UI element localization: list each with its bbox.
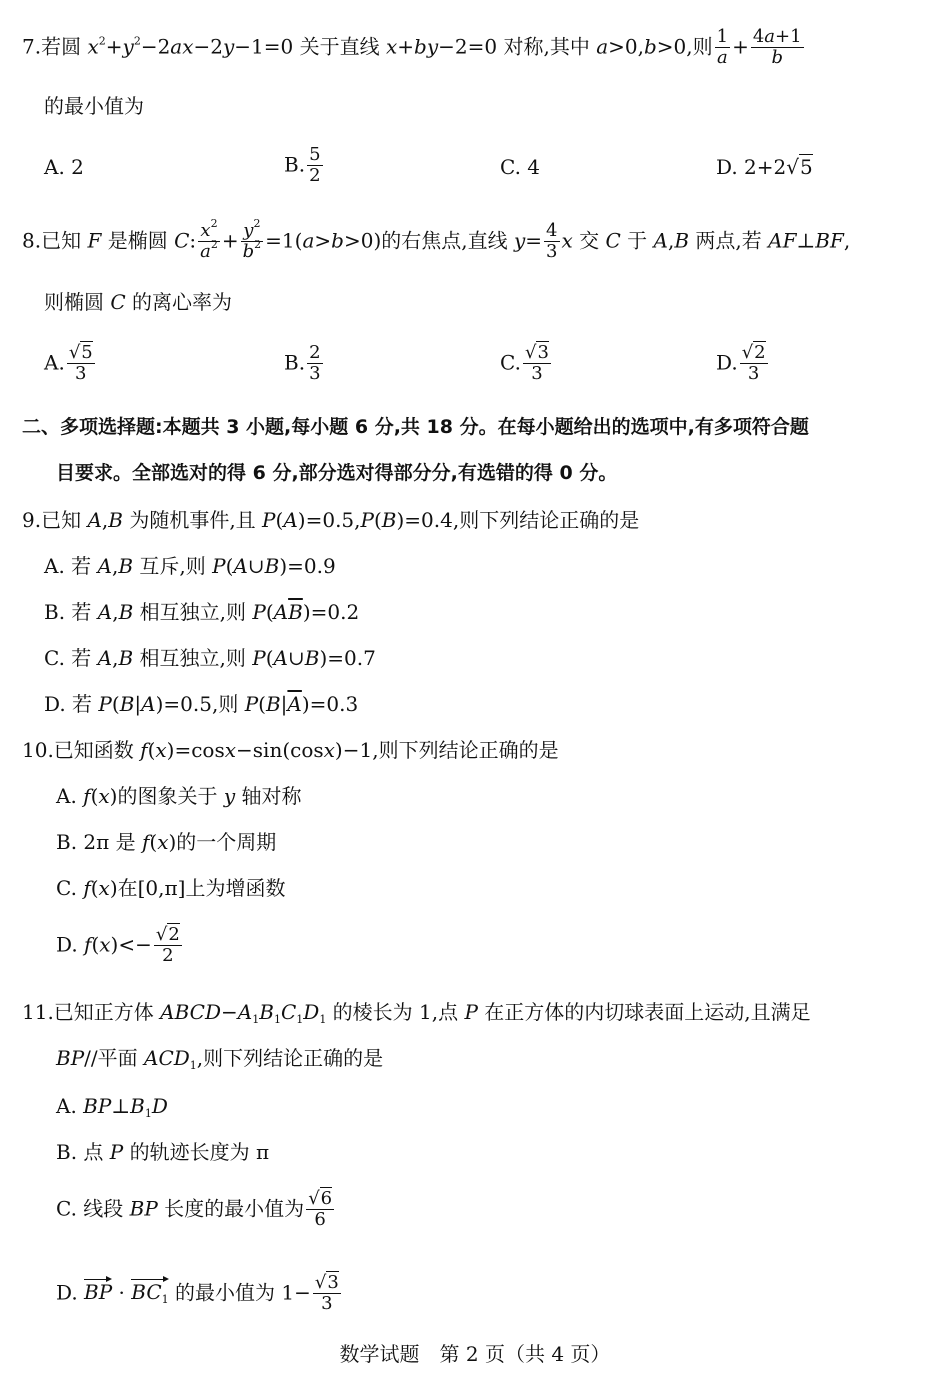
question-7-stem: 7.若圆 $x^2+y^2-2ax-2y-1=0$ 关于直线 x+by−2=0 对称,其中 a>0,b>0,则 $\frac{1}{a}$ + $\frac{4a+1}{b}$ xyxy=(22,26,802,68)
question-10-stem: 10.已知函数 f(x)=cosx−sin(cosx)−1,则下列结论正确的是 xyxy=(22,738,559,762)
q9-option-c: C. 若 A,B 相互独立,则 P(A∪B)=0.7 xyxy=(44,646,376,670)
q9-option-b: B. 若 A,B 相互独立,则 $P(A\overline{B})=0.2$ xyxy=(44,600,360,624)
question-7-tail: 的最小值为 xyxy=(44,94,144,118)
section-2-heading: 二、多项选择题:本题共 3 小题,每小题 6 分,共 18 分。在每小题给出的选项中,有多项符合题 xyxy=(22,416,809,438)
q10-option-a: A. f(x)的图象关于 y 轴对称 xyxy=(56,784,302,808)
q10-option-d: D. f(x)<− $\frac{√2}{2}$ xyxy=(56,924,180,966)
question-8-stem: 8.已知 F 是椭圆 C: $\frac{x^2}{a^2}$ + $\frac{y^2}{b^2}$ =1(a>b>0)的右焦点,直线 y= $\frac{4}{3}$ x 交 C 于 A,B 两点,若 AF⊥BF, xyxy=(22,217,851,262)
q7-option-c: C. 4 xyxy=(500,155,541,179)
q9-option-d: D. 若 P(B|A)=0.5,则 $P(B|\overline{A})=0.3$ xyxy=(44,692,359,716)
section-2-heading-cont: 目要求。全部选对的得 6 分,部分选对得部分分,有选错的得 0 分。 xyxy=(56,462,618,484)
q7-option-a: A. 2 xyxy=(44,155,84,179)
page-footer: 数学试题 第 2 页（共 4 页） xyxy=(339,1342,611,1366)
q10-option-c: C. f(x)在[0,π]上为增函数 xyxy=(56,876,286,900)
q7-option-d: D. 2+2√5 xyxy=(716,155,813,179)
question-8-tail: 则椭圆 C 的离心率为 xyxy=(44,290,233,314)
q8-option-c: C. $\frac{√3}{3}$ xyxy=(500,342,549,384)
q8-option-d: D. $\frac{√2}{3}$ xyxy=(716,342,766,384)
q11-option-a: A. $BP\perp B_1D$ xyxy=(56,1094,168,1120)
q11-option-d: D. BP · $BC_1$ 的最小值为 1− $\frac{√3}{3}$ xyxy=(56,1272,339,1314)
q9-option-a: A. 若 A,B 互斥,则 P(A∪B)=0.9 xyxy=(44,554,336,578)
question-9-stem: 9.已知 A,B 为随机事件,且 P(A)=0.5,P(B)=0.4,则下列结论正确的是 xyxy=(22,508,640,532)
question-11-tail: BP//平面 $ACD_1$,则下列结论正确的是 xyxy=(56,1046,384,1072)
question-11-stem: 11.已知正方体 $ABCD-A_1B_1C_1D_1$ 的棱长为 1,点 P 在正方体的内切球表面上运动,且满足 xyxy=(22,1000,811,1026)
q10-option-b: B. 2π 是 f(x)的一个周期 xyxy=(56,830,277,854)
q7-option-b: B. $\frac{5}{2}$ xyxy=(284,144,321,186)
q11-option-c: C. 线段 BP 长度的最小值为 $\frac{√6}{6}$ xyxy=(56,1188,333,1230)
q8-option-a: A. $\frac{√5}{3}$ xyxy=(44,342,93,384)
q8-option-b: B. $\frac{2}{3}$ xyxy=(284,342,321,384)
q11-option-b: B. 点 P 的轨迹长度为 π xyxy=(56,1140,270,1164)
